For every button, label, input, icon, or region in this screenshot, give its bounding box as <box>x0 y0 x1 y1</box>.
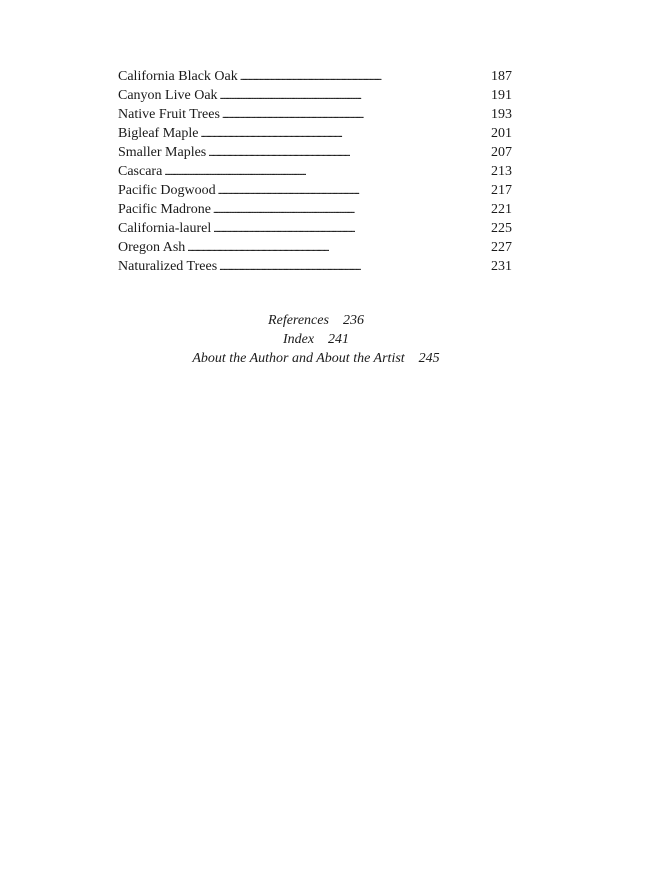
dot-leader <box>222 106 488 125</box>
toc-entry-title: Smaller Maples <box>118 145 207 160</box>
toc-entry-title: Oregon Ash <box>118 240 186 255</box>
dot-leader <box>213 201 488 220</box>
toc-entry-california-black-oak[interactable] <box>118 67 512 86</box>
toc-entry-bigleaf-maple[interactable] <box>118 124 512 143</box>
back-matter-page: 245 <box>418 351 440 366</box>
toc-entry-title: California Black Oak <box>118 69 238 84</box>
back-matter-entry-references[interactable] <box>0 311 632 330</box>
toc-entry-title: Pacific Madrone <box>118 202 211 217</box>
toc-entry-page: 227 <box>491 240 512 255</box>
toc-entry-page: 191 <box>491 88 512 103</box>
toc-entry-page: 201 <box>491 126 512 141</box>
toc-entry-page: 231 <box>491 259 512 274</box>
back-matter-page: 236 <box>342 313 364 328</box>
back-matter-entry-index[interactable] <box>0 330 632 349</box>
dot-leader <box>219 258 488 277</box>
toc-entry-cascara[interactable] <box>118 162 512 181</box>
toc-entry-page: 217 <box>491 183 512 198</box>
toc-entry-title: Pacific Dogwood <box>118 183 216 198</box>
toc-entry-title: Bigleaf Maple <box>118 126 199 141</box>
toc-entry-page: 187 <box>491 69 512 84</box>
dot-leader <box>218 182 488 201</box>
table-of-contents <box>118 67 512 276</box>
toc-entry-title: Naturalized Trees <box>118 259 218 274</box>
toc-entry-oregon-ash[interactable] <box>118 238 512 257</box>
toc-entry-pacific-dogwood[interactable] <box>118 181 512 200</box>
back-matter-title: Index <box>282 332 315 347</box>
dot-leader <box>164 163 488 182</box>
back-matter-entry-about[interactable] <box>0 349 632 368</box>
dot-leader <box>187 239 488 258</box>
dot-leader <box>213 220 488 239</box>
toc-entry-title: California-laurel <box>118 221 212 236</box>
toc-entry-page: 213 <box>491 164 512 179</box>
back-matter-page: 241 <box>328 332 350 347</box>
toc-entry-naturalized-trees[interactable] <box>118 257 512 276</box>
back-matter-title: References <box>268 313 329 328</box>
toc-entry-pacific-madrone[interactable] <box>118 200 512 219</box>
dot-leader <box>240 68 488 87</box>
toc-entry-title: Cascara <box>118 164 163 179</box>
toc-entry-page: 207 <box>491 145 512 160</box>
back-matter-title: About the Author and About the Artist <box>192 351 405 366</box>
toc-entry-canyon-live-oak[interactable] <box>118 86 512 105</box>
toc-entry-page: 193 <box>491 107 512 122</box>
toc-entry-smaller-maples[interactable] <box>118 143 512 162</box>
toc-entry-page: 221 <box>491 202 512 217</box>
toc-entry-title: Canyon Live Oak <box>118 88 218 103</box>
toc-entry-california-laurel[interactable] <box>118 219 512 238</box>
back-matter-list <box>0 311 632 368</box>
toc-entry-title: Native Fruit Trees <box>118 107 220 122</box>
dot-leader <box>208 144 488 163</box>
toc-entry-native-fruit-trees[interactable] <box>118 105 512 124</box>
dot-leader <box>220 87 488 106</box>
toc-entry-page: 225 <box>491 221 512 236</box>
dot-leader <box>200 125 488 144</box>
